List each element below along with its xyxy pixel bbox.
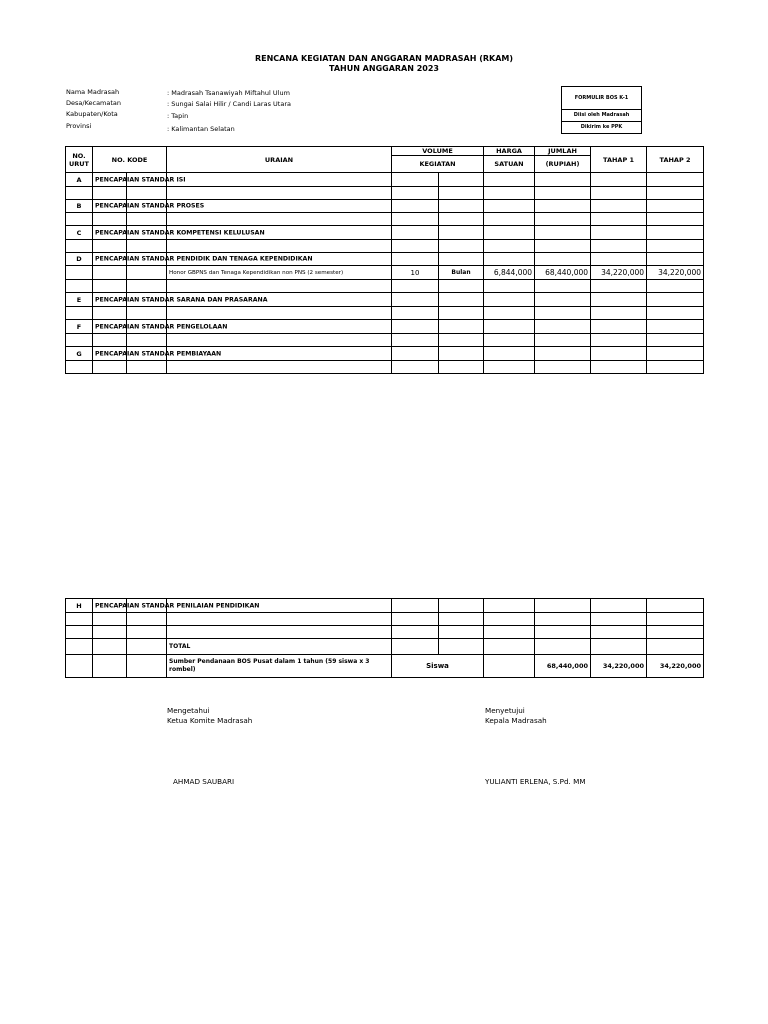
section-label: PENCAPAIAN STANDAR PEMBIAYAAN xyxy=(95,350,222,357)
section-letter: E xyxy=(66,293,93,307)
section-row-e xyxy=(66,293,704,307)
item-jumlah: 68,440,000 xyxy=(535,266,591,280)
section-row-b xyxy=(66,200,704,213)
section-letter: B xyxy=(66,200,93,213)
info-value-kabupaten: : Tapin xyxy=(167,112,189,120)
section-label: PENCAPAIAN STANDAR PROSES xyxy=(95,202,205,210)
col-no-kode: NO. KODE xyxy=(93,147,167,173)
total-table xyxy=(65,598,704,678)
info-value-desa: : Sungai Salai Hilir / Candi Laras Utara xyxy=(167,100,291,108)
info-value-provinsi: : Kalimantan Selatan xyxy=(167,125,235,133)
section-letter: C xyxy=(66,226,93,240)
col-uraian: URAIAN xyxy=(167,147,392,173)
item-volume: 10 xyxy=(392,266,439,280)
form-code-box: FORMULIR BOS K-1 xyxy=(561,86,642,110)
section-row-d xyxy=(66,253,704,266)
funding-tahap1: 34,220,000 xyxy=(591,655,647,678)
funding-tahap2: 34,220,000 xyxy=(647,655,704,678)
total-label: TOTAL xyxy=(167,639,392,655)
funding-jumlah: 68,440,000 xyxy=(535,655,591,678)
section-row-c xyxy=(66,226,704,240)
section-row-f xyxy=(66,320,704,334)
section-letter: A xyxy=(66,173,93,187)
document-subtitle: TAHUN ANGGARAN 2023 xyxy=(328,64,439,73)
budget-table xyxy=(65,146,704,374)
col-satuan: SATUAN xyxy=(484,156,535,173)
section-label: PENCAPAIAN STANDAR PENILAIAN PENDIDIKAN xyxy=(95,602,260,609)
funding-source-row xyxy=(66,655,704,678)
col-rupiah: (RUPIAH) xyxy=(535,156,591,173)
col-jumlah: JUMLAH xyxy=(535,147,591,156)
section-letter: H xyxy=(66,599,93,613)
col-volume: VOLUME xyxy=(392,147,484,156)
section-row-a xyxy=(66,173,704,187)
info-value-nama: : Madrasah Tsanawiyah Miftahul Ulum xyxy=(167,89,290,97)
table-row-honor xyxy=(66,266,704,280)
info-label-nama: Nama Madrasah xyxy=(66,88,120,96)
section-label: PENCAPAIAN STANDAR ISI xyxy=(95,176,186,183)
item-unit: Bulan xyxy=(439,266,484,280)
total-row xyxy=(66,639,704,655)
section-row-g xyxy=(66,347,704,361)
document-title: RENCANA KEGIATAN DAN ANGGARAN MADRASAH (RKAM) xyxy=(254,54,514,63)
col-kegiatan: KEGIATAN xyxy=(392,156,484,173)
col-harga: HARGA xyxy=(484,147,535,156)
info-label-provinsi: Provinsi xyxy=(66,122,92,130)
section-letter: D xyxy=(66,253,93,266)
signature-right-role: Kepala Madrasah xyxy=(485,716,547,725)
signature-left-name: AHMAD SAUBARI xyxy=(173,777,235,786)
form-filled-by: Diisi oleh Madrasah xyxy=(561,110,642,122)
funding-unit: Siswa xyxy=(392,655,484,678)
funding-source-label: Sumber Pendanaan BOS Pusat dalam 1 tahun (59 siswa x 3 rombel) xyxy=(167,655,392,678)
section-label: PENCAPAIAN STANDAR KOMPETENSI KELULUSAN xyxy=(95,229,265,236)
signature-left-line1: Mengetahui xyxy=(167,706,210,715)
info-label-kabupaten: Kabupaten/Kota xyxy=(66,110,118,118)
item-tahap1: 34,220,000 xyxy=(591,266,647,280)
signature-right-line1: Menyetujui xyxy=(485,706,525,715)
item-harga: 6,844,000 xyxy=(484,266,535,280)
section-label: PENCAPAIAN STANDAR PENGELOLAAN xyxy=(95,323,228,330)
col-tahap1: TAHAP 1 xyxy=(591,147,647,173)
section-letter: G xyxy=(66,347,93,361)
col-tahap2: TAHAP 2 xyxy=(647,147,704,173)
col-no-urut: NO. URUT xyxy=(66,147,93,173)
form-sent-to: Dikirim ke PPK xyxy=(561,122,642,134)
signature-right-name: YULIANTI ERLENA, S.Pd. MM xyxy=(485,777,586,786)
item-uraian: Honor GBPNS dan Tenaga Kependidikan non PNS (2 semester) xyxy=(167,266,392,280)
section-row-h xyxy=(66,599,704,613)
signature-left-role: Ketua Komite Madrasah xyxy=(167,716,253,725)
section-letter: F xyxy=(66,320,93,334)
info-label-desa: Desa/Kecamatan xyxy=(66,99,122,107)
item-tahap2: 34,220,000 xyxy=(647,266,704,280)
section-label: PENCAPAIAN STANDAR PENDIDIK DAN TENAGA KEPENDIDIKAN xyxy=(95,255,313,263)
section-label: PENCAPAIAN STANDAR SARANA DAN PRASARANA xyxy=(95,296,268,303)
